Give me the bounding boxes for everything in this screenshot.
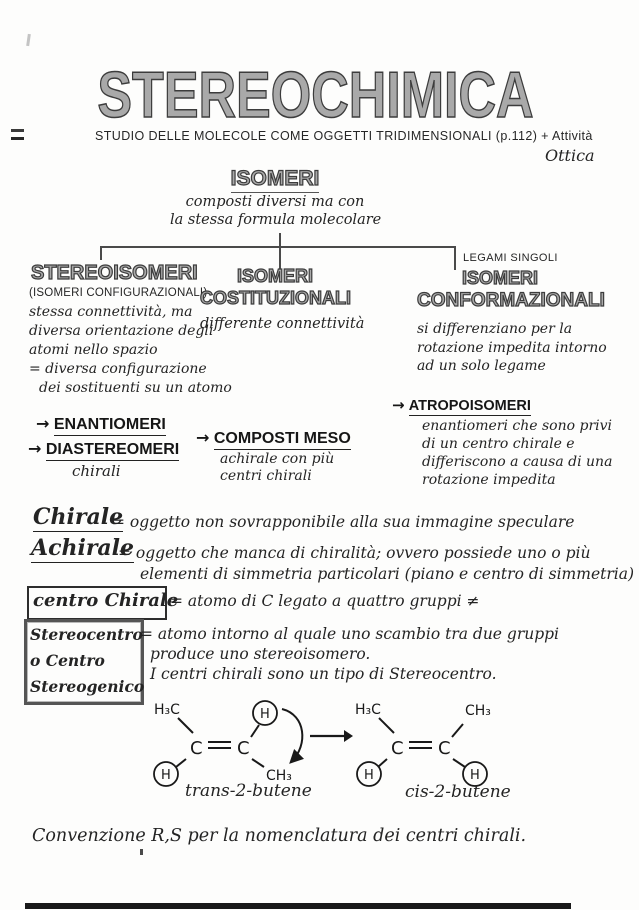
- composti-meso-note: achirale con più centri chirali: [220, 451, 335, 484]
- page-bottom-edge: [25, 903, 571, 909]
- atropoisomeri-item: [392, 396, 531, 416]
- centro-chirale-def: = atomo di C legato a quattro gruppi ≠: [170, 592, 480, 610]
- trans-c2: C: [237, 738, 250, 759]
- stereocentro-term: Stereocentro o Centro Stereogenico: [30, 625, 145, 696]
- tree-connector-center: [279, 233, 281, 269]
- arrow-icon: →: [36, 414, 50, 433]
- diastereomeri-note: chirali: [72, 462, 121, 480]
- conformazionali-heading-2: CONFORMAZIONALI: [417, 290, 605, 311]
- cis-2-butene-structure: [345, 697, 505, 789]
- composti-meso-label: COMPOSTI MESO: [214, 430, 351, 450]
- achirale-term: Achirale: [31, 535, 135, 561]
- diastereomeri-item: [28, 439, 179, 461]
- cis-c1: C: [391, 738, 404, 759]
- tree-connector-left-drop: [100, 246, 102, 260]
- arrow-icon: →: [196, 428, 210, 447]
- smudge-mark: [26, 34, 31, 46]
- isomeri-desc-2: la stessa formula molecolare: [170, 212, 382, 228]
- arrow-icon: →: [28, 439, 42, 458]
- stereoisomeri-heading: STEREOISOMERI: [31, 262, 198, 284]
- smudge-mark-bottom: [140, 849, 143, 855]
- conformazionali-heading-1: ISOMERI: [461, 268, 538, 288]
- composti-meso-item: [196, 428, 351, 450]
- costituzionali-heading-2: COSTITUZIONALI: [200, 288, 351, 308]
- diastereomeri-label: DIASTEREOMERI: [46, 441, 179, 461]
- enantiomeri-label: ENANTIOMERI: [54, 416, 166, 436]
- page-title: STEREOCHIMICA: [97, 59, 534, 132]
- costituzionali-heading-1: ISOMERI: [236, 266, 313, 286]
- trans-ch3-top-left: H₃C: [154, 702, 180, 718]
- tree-connector-horizontal: [100, 246, 456, 248]
- footer-note: Convenzione R,S per la nomenclatura dei centri chirali.: [32, 826, 527, 846]
- margin-dash-1: [11, 129, 24, 132]
- atropoisomeri-body: enantiomeri che sono privi di un centro chirale e differiscono a causa di una rotazione impedita: [422, 418, 613, 488]
- trans-h-top-right: H: [260, 707, 270, 722]
- arrow-icon: →: [392, 396, 405, 414]
- trans-ch3-bottom-right: CH₃: [266, 768, 292, 784]
- achirale-def-2: elementi di simmetria particolari (piano e centro di simmetria): [140, 565, 634, 583]
- cis-ch3-top-right: CH₃: [465, 703, 491, 719]
- page-subtitle: STUDIO DELLE MOLECOLE COME OGGETTI TRIDIMENSIONALI (p.112) + Attività: [95, 129, 593, 143]
- atropoisomeri-label: ATROPOISOMERI: [408, 398, 531, 414]
- legami-singoli-label: LEGAMI SINGOLI: [463, 252, 558, 264]
- margin-dash-2: [11, 137, 24, 140]
- cis-2-butene-label: cis-2-butene: [405, 782, 511, 802]
- isomeri-desc-1: composti diversi ma con: [185, 194, 365, 210]
- stereoisomeri-subheading: (ISOMERI CONFIGURAZIONALI): [29, 287, 208, 299]
- stereocentro-def: = atomo intorno al quale uno scambio tra due gruppi produce uno stereoisomero. I centri chirali sono un tipo di Stereocentro.: [140, 625, 560, 683]
- chirale-term: Chirale: [33, 504, 124, 530]
- cis-h-bottom-right: H: [470, 768, 480, 783]
- trans-2-butene-structure: [138, 697, 323, 789]
- page-subtitle-2: Ottica: [545, 146, 595, 165]
- chirale-def: = oggetto non sovrapponibile alla sua immagine speculare: [112, 513, 575, 531]
- enantiomeri-item: [36, 414, 166, 436]
- achirale-def-1: = oggetto che manca di chiralità; ovvero possiede uno o più: [118, 544, 591, 562]
- conformazionali-body: si differenziano per la rotazione impedita intorno ad un solo legame: [417, 321, 607, 374]
- isomeri-heading: ISOMERI: [190, 167, 360, 193]
- trans-h-bottom-left: H: [161, 768, 171, 783]
- tree-connector-right-drop: [454, 246, 456, 270]
- cis-c2: C: [438, 738, 451, 759]
- costituzionali-body: differente connettività: [200, 316, 365, 332]
- trans-2-butene-label: trans-2-butene: [185, 781, 312, 801]
- centro-chirale-term: centro Chirale: [33, 590, 179, 611]
- cis-ch3-top-left: H₃C: [355, 702, 381, 718]
- stereoisomeri-body: stessa connettività, ma diversa orientazione degli atomi nello spazio = diversa configurazione dei sostituenti su un atomo: [29, 304, 232, 396]
- trans-c1: C: [190, 738, 203, 759]
- cis-h-bottom-left: H: [364, 768, 374, 783]
- swap-curved-arrow: [282, 709, 302, 761]
